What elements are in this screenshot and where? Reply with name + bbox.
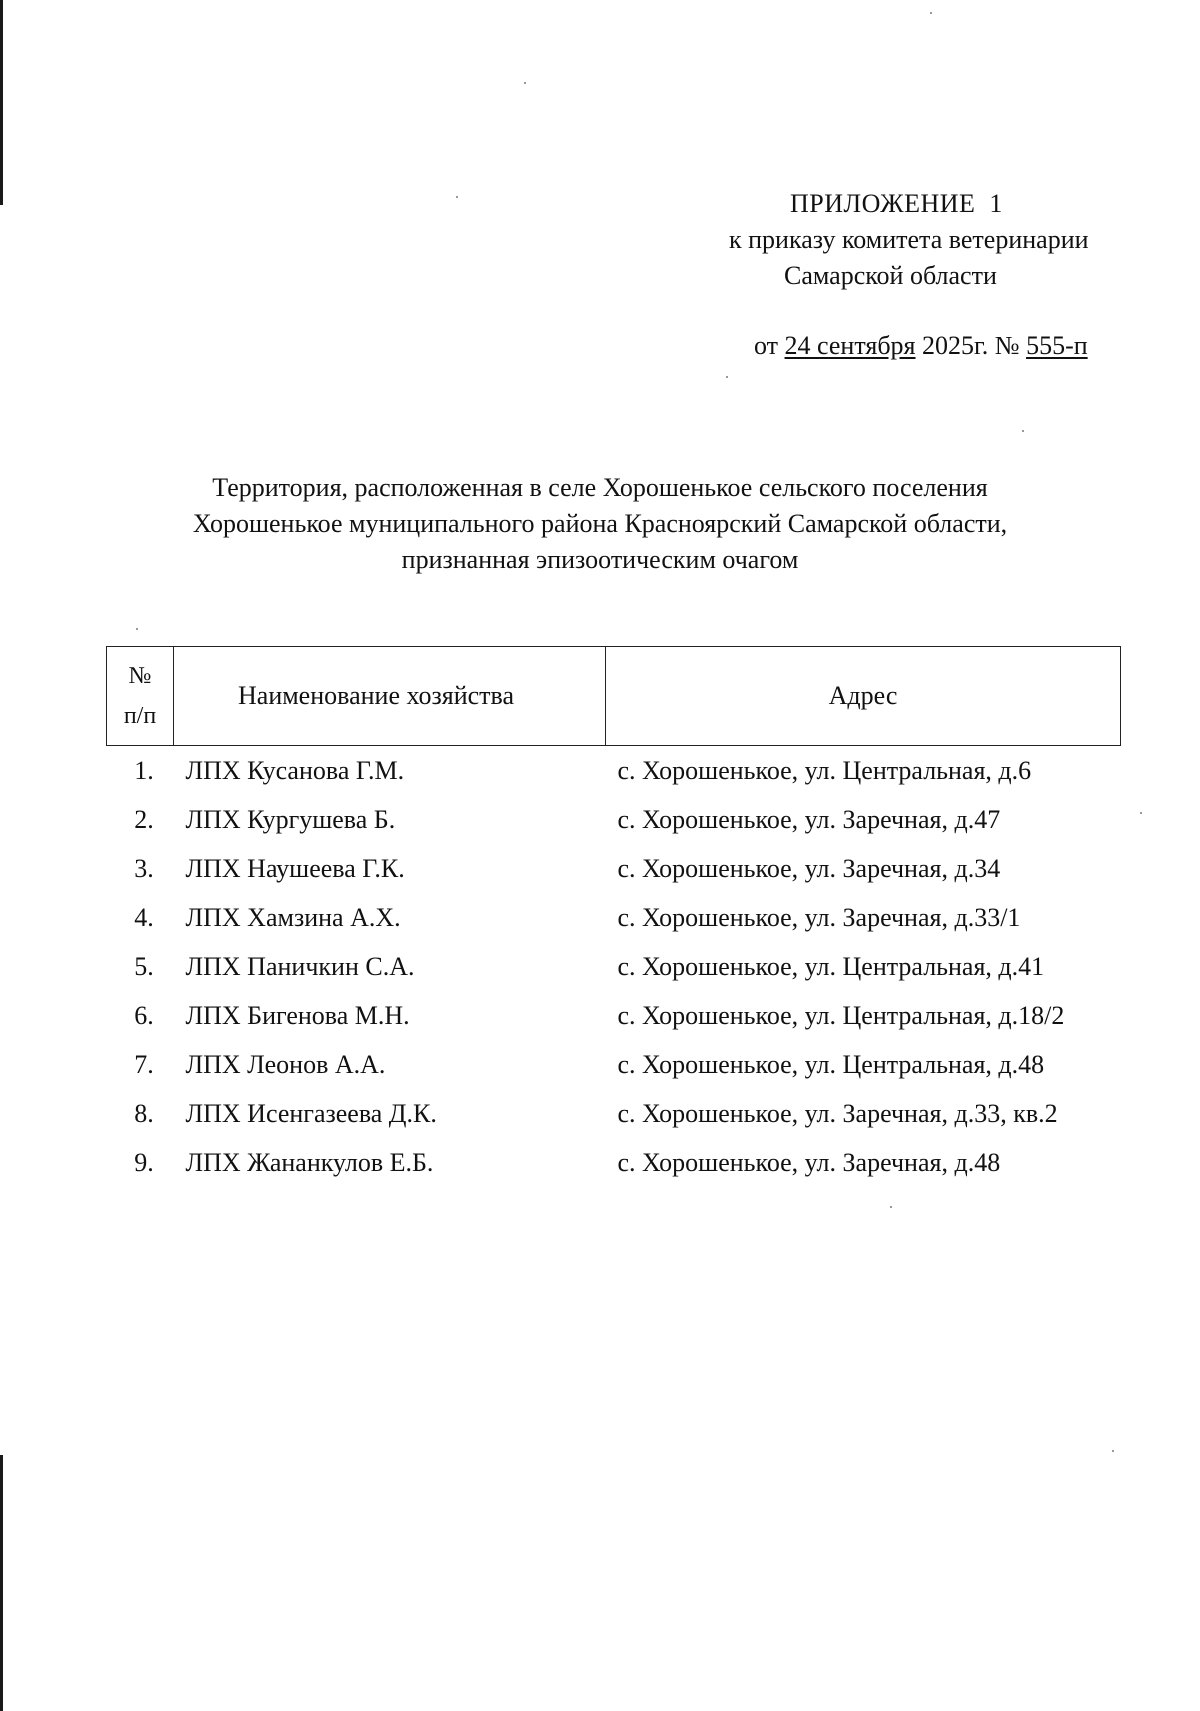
column-header-name: Наименование хозяйства bbox=[174, 647, 606, 746]
title-line: признанная эпизоотическим очагом bbox=[401, 545, 799, 574]
farm-address: с. Хорошенькое, ул. Центральная, д.48 bbox=[617, 1049, 1045, 1079]
row-number: 3. bbox=[134, 853, 154, 883]
appendix-header bbox=[640, 186, 1120, 364]
farms-table bbox=[106, 646, 1121, 1187]
scan-speck bbox=[524, 82, 526, 84]
order-date-line bbox=[640, 328, 1120, 364]
table-row bbox=[107, 991, 1121, 1040]
farm-name: ЛПХ Бигенова М.Н. bbox=[185, 1000, 410, 1030]
farm-name: ЛПХ Жананкулов Е.Б. bbox=[185, 1147, 434, 1177]
title-line: Территория, расположенная в селе Хорошенькое сельского поселения bbox=[212, 473, 988, 502]
table-header-row bbox=[107, 647, 1121, 746]
order-date: 24 сентября bbox=[784, 331, 916, 360]
header-number-abbrev: п/п bbox=[123, 703, 157, 729]
header-number-sign: № bbox=[128, 663, 152, 689]
table-row bbox=[107, 1138, 1121, 1187]
table-row bbox=[107, 844, 1121, 893]
farm-name: ЛПХ Исенгазеева Д.К. bbox=[185, 1098, 437, 1128]
scan-speck bbox=[890, 1206, 892, 1208]
row-number: 2. bbox=[134, 804, 154, 834]
table-row bbox=[107, 795, 1121, 844]
column-header-number bbox=[107, 647, 174, 746]
farm-name: ЛПХ Хамзина А.Х. bbox=[185, 902, 401, 932]
table-row bbox=[107, 942, 1121, 991]
scan-edge-mark bbox=[0, 0, 3, 205]
appendix-label: ПРИЛОЖЕНИЕ 1 bbox=[790, 189, 1003, 218]
farm-address: с. Хорошенькое, ул. Заречная, д.34 bbox=[617, 853, 1001, 883]
date-prefix: от bbox=[754, 331, 785, 360]
scan-speck bbox=[1112, 1450, 1114, 1452]
farm-name: ЛПХ Кургушева Б. bbox=[185, 804, 396, 834]
row-number: 1. bbox=[134, 755, 154, 785]
date-year: 2025г. № bbox=[915, 331, 1027, 360]
farm-address: с. Хорошенькое, ул. Заречная, д.33, кв.2 bbox=[617, 1098, 1058, 1128]
table-row bbox=[107, 746, 1121, 796]
farm-address: с. Хорошенькое, ул. Заречная, д.47 bbox=[617, 804, 1001, 834]
row-number: 4. bbox=[134, 902, 154, 932]
table-row bbox=[107, 893, 1121, 942]
row-number: 7. bbox=[134, 1049, 154, 1079]
row-number: 6. bbox=[134, 1000, 154, 1030]
scan-speck bbox=[1140, 812, 1142, 814]
appendix-region-line: Самарской области bbox=[784, 261, 997, 290]
scan-speck bbox=[1022, 430, 1024, 432]
farm-name: ЛПХ Наушеева Г.К. bbox=[185, 853, 405, 883]
document-title bbox=[100, 470, 1100, 578]
scan-edge-mark bbox=[0, 1455, 3, 1711]
farm-address: с. Хорошенькое, ул. Центральная, д.18/2 bbox=[617, 1000, 1065, 1030]
farm-address: с. Хорошенькое, ул. Центральная, д.41 bbox=[617, 951, 1045, 981]
row-number: 9. bbox=[134, 1147, 154, 1177]
farm-address: с. Хорошенькое, ул. Заречная, д.48 bbox=[617, 1147, 1001, 1177]
appendix-order-line: к приказу комитета ветеринарии bbox=[729, 225, 1089, 254]
farm-name: ЛПХ Кусанова Г.М. bbox=[185, 755, 405, 785]
scan-speck bbox=[456, 196, 458, 198]
row-number: 8. bbox=[134, 1098, 154, 1128]
farm-name: ЛПХ Паничкин С.А. bbox=[185, 951, 415, 981]
table-row bbox=[107, 1089, 1121, 1138]
scan-speck bbox=[136, 628, 138, 630]
table-body bbox=[107, 746, 1121, 1188]
scan-speck bbox=[930, 12, 932, 14]
column-header-address: Адрес bbox=[606, 647, 1121, 746]
scan-speck bbox=[726, 376, 728, 378]
table-row bbox=[107, 1040, 1121, 1089]
farm-address: с. Хорошенькое, ул. Центральная, д.6 bbox=[617, 755, 1032, 785]
row-number: 5. bbox=[134, 951, 154, 981]
farm-address: с. Хорошенькое, ул. Заречная, д.33/1 bbox=[617, 902, 1021, 932]
order-number: 555-п bbox=[1026, 331, 1088, 360]
title-line: Хорошенькое муниципального района Красноярский Самарской области, bbox=[192, 509, 1008, 538]
farm-name: ЛПХ Леонов А.А. bbox=[185, 1049, 386, 1079]
